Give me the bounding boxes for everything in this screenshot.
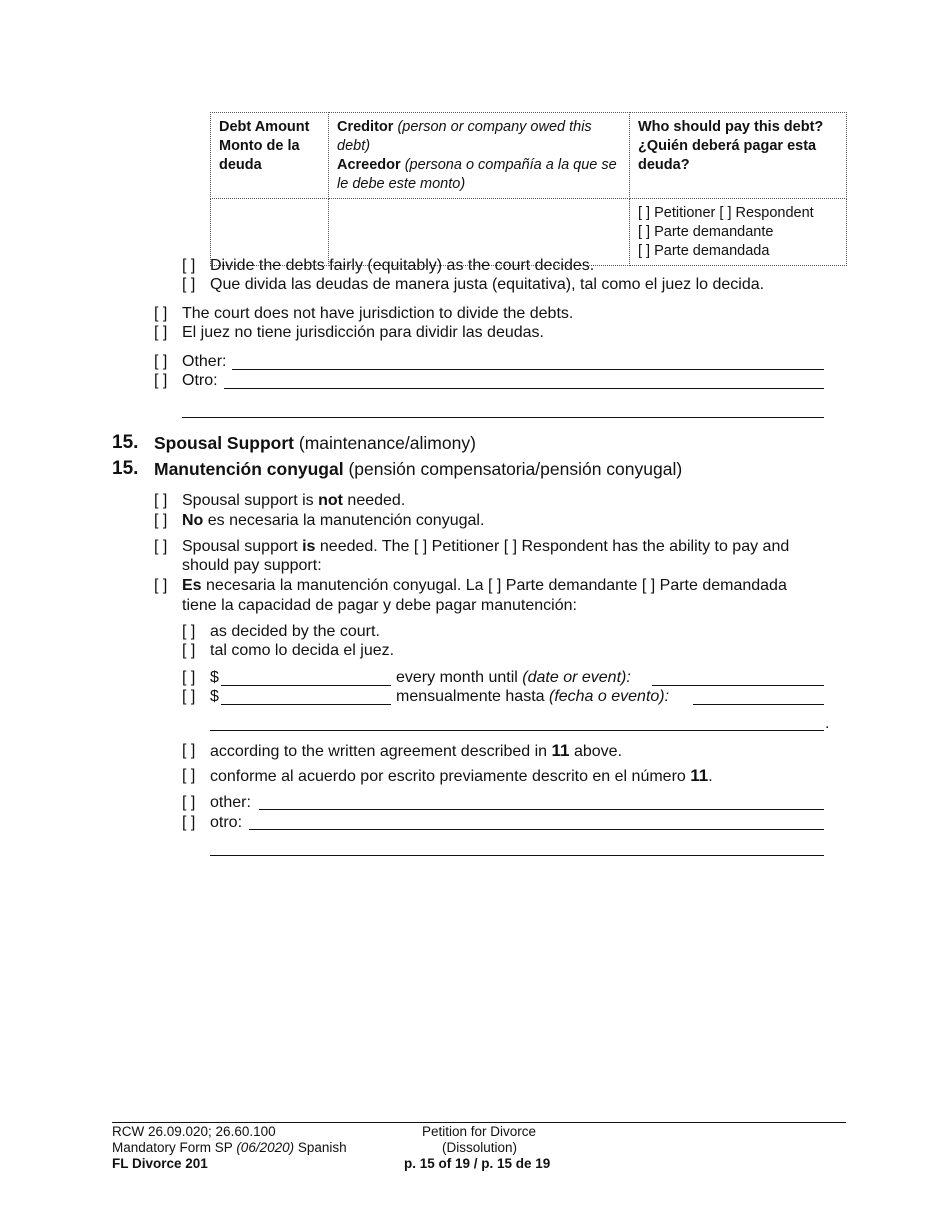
- court-decides-en: as decided by the court.: [210, 623, 380, 640]
- checkbox-notneeded-es[interactable]: [ ]: [154, 512, 168, 529]
- text-italic: (fecha o evento):: [548, 688, 670, 705]
- date-event-input-extra[interactable]: [210, 730, 824, 731]
- support-needed-en-cont: should pay support:: [182, 557, 322, 574]
- header-creditor-en: Creditor: [337, 119, 394, 135]
- support-other-input-es[interactable]: [249, 829, 824, 830]
- text-part: Spousal support: [182, 538, 298, 555]
- section-title-es-rest: (pensión compensatoria/pensión conyugal): [348, 459, 683, 479]
- footer-form: [112, 1140, 347, 1156]
- support-needed-en: [182, 537, 789, 557]
- text-part: necesaria la manutención conyugal. La [ ] Parte demandante [ ] Parte demandada: [206, 577, 787, 594]
- footer-subtitle: (Dissolution): [442, 1140, 518, 1155]
- other-label-es: Otro:: [182, 372, 218, 389]
- other-input-line-extra[interactable]: [182, 417, 824, 418]
- section-ref: 11: [551, 741, 570, 760]
- monthly-until-es: [396, 687, 669, 707]
- header-amount-es: Monto de la deuda: [219, 138, 300, 173]
- payer-option-demandada[interactable]: [ ] Parte demandada: [638, 243, 770, 259]
- debt-table: [210, 112, 847, 266]
- other-input-line-en[interactable]: [232, 369, 824, 370]
- section-title-es-bold: Manutención conyugal: [154, 459, 344, 479]
- divide-debts-es: Que divida las deudas de manera justa (equitativa), tal como el juez lo decida.: [210, 276, 765, 293]
- support-other-input-en[interactable]: [259, 809, 824, 810]
- text-part: conforme al acuerdo por escrito previamente descrito en el número: [210, 768, 686, 785]
- header-creditor: [329, 113, 630, 199]
- text-bold: Es: [182, 577, 202, 594]
- other-label-en: Other:: [182, 353, 227, 370]
- section-title-en-bold: Spousal Support: [154, 433, 294, 453]
- line-period: .: [825, 715, 830, 732]
- support-not-needed-es: [182, 511, 484, 531]
- header-debt-amount: [211, 113, 329, 199]
- section-title-en-rest: (maintenance/alimony): [298, 433, 476, 453]
- footer-page-number: p. 15 of 19 / p. 15 de 19: [404, 1156, 551, 1171]
- text-bold: not: [318, 492, 343, 509]
- dollar-sign-es: $: [210, 688, 219, 705]
- checkbox-agreement-en[interactable]: [ ]: [182, 742, 196, 759]
- support-other-label-en: other:: [210, 794, 251, 811]
- section-ref: 11: [690, 766, 709, 785]
- header-who-pays: [630, 113, 847, 199]
- text-part: above.: [573, 743, 623, 760]
- monthly-amount-input-en[interactable]: [221, 685, 391, 686]
- section-number-es: 15.: [112, 458, 139, 479]
- footer-rule: [112, 1122, 846, 1123]
- checkbox-divide-en[interactable]: [ ]: [182, 257, 196, 274]
- text-part: according to the written agreement described in: [210, 743, 548, 760]
- divide-debts-en: Divide the debts fairly (equitably) as the court decides.: [210, 257, 595, 274]
- text-part: mensualmente hasta: [396, 688, 545, 705]
- support-needed-es-cont: tiene la capacidad de pagar y debe pagar manutención:: [182, 597, 577, 614]
- text-part: needed. The [ ] Petitioner [ ] Respondent has the ability to pay and: [319, 538, 790, 555]
- date-event-input-en[interactable]: [652, 685, 824, 686]
- checkbox-other-es[interactable]: [ ]: [154, 372, 168, 389]
- no-jurisdiction-es: El juez no tiene jurisdicción para dividir las deudas.: [182, 324, 544, 341]
- section-title-es: [154, 457, 682, 481]
- header-payer-es: ¿Quién deberá pagar esta deuda?: [638, 138, 817, 173]
- checkbox-agreement-es[interactable]: [ ]: [182, 767, 196, 784]
- support-needed-es: [182, 576, 787, 596]
- checkbox-support-other-en[interactable]: [ ]: [182, 794, 196, 811]
- section-title-en: [154, 431, 476, 455]
- checkbox-monthly-en[interactable]: [ ]: [182, 669, 196, 686]
- text-bold: is: [302, 538, 316, 555]
- text-bold: No: [182, 512, 204, 529]
- text-part: Mandatory Form SP: [112, 1140, 233, 1155]
- text-part: Spanish: [297, 1140, 347, 1155]
- text-part: .: [708, 768, 713, 785]
- monthly-until-en: [396, 668, 631, 688]
- monthly-amount-input-es[interactable]: [221, 704, 391, 705]
- text-italic: (06/2020): [236, 1140, 295, 1155]
- checkbox-court-es[interactable]: [ ]: [182, 642, 196, 659]
- support-other-input-extra[interactable]: [210, 855, 824, 856]
- footer-title: Petition for Divorce: [422, 1124, 537, 1139]
- other-input-line-es[interactable]: [224, 388, 824, 389]
- checkbox-needed-en[interactable]: [ ]: [154, 538, 168, 555]
- header-creditor-en-note: (person or company owed this debt): [337, 119, 592, 154]
- section-number-en: 15.: [112, 432, 139, 453]
- checkbox-notneeded-en[interactable]: [ ]: [154, 492, 168, 509]
- payer-option-demandante[interactable]: [ ] Parte demandante: [638, 224, 774, 240]
- header-creditor-es: Acreedor: [337, 157, 401, 173]
- support-other-label-es: otro:: [210, 814, 243, 831]
- payer-option-en[interactable]: [ ] Petitioner [ ] Respondent: [638, 205, 814, 221]
- text-part: es necesaria la manutención conyugal.: [207, 512, 485, 529]
- footer-rcw: RCW 26.09.020; 26.60.100: [112, 1124, 276, 1139]
- header-creditor-es-note: (persona o compañía a la que se le debe este monto): [337, 157, 617, 192]
- checkbox-nojuris-en[interactable]: [ ]: [154, 305, 168, 322]
- header-payer-en: Who should pay this debt?: [638, 119, 824, 135]
- footer-form-id: FL Divorce 201: [112, 1156, 208, 1171]
- court-decides-es: tal como lo decida el juez.: [210, 642, 395, 659]
- checkbox-divide-es[interactable]: [ ]: [182, 276, 196, 293]
- support-not-needed-en: [182, 491, 405, 511]
- no-jurisdiction-en: The court does not have jurisdiction to divide the debts.: [182, 305, 574, 322]
- agreement-es: [210, 766, 713, 787]
- checkbox-court-en[interactable]: [ ]: [182, 623, 196, 640]
- checkbox-needed-es[interactable]: [ ]: [154, 577, 168, 594]
- checkbox-nojuris-es[interactable]: [ ]: [154, 324, 168, 341]
- checkbox-monthly-es[interactable]: [ ]: [182, 688, 196, 705]
- checkbox-other-en[interactable]: [ ]: [154, 353, 168, 370]
- text-part: Spousal support is: [182, 492, 314, 509]
- cell-who-pays: [630, 199, 847, 266]
- header-amount-en: Debt Amount: [219, 119, 310, 135]
- text-part: needed.: [347, 492, 406, 509]
- date-event-input-es[interactable]: [693, 704, 824, 705]
- debt-table-header-row: [211, 113, 847, 199]
- text-italic: (date or event):: [522, 669, 631, 686]
- agreement-en: [210, 741, 622, 762]
- checkbox-support-other-es[interactable]: [ ]: [182, 814, 196, 831]
- dollar-sign-en: $: [210, 669, 219, 686]
- text-part: every month until: [396, 669, 518, 686]
